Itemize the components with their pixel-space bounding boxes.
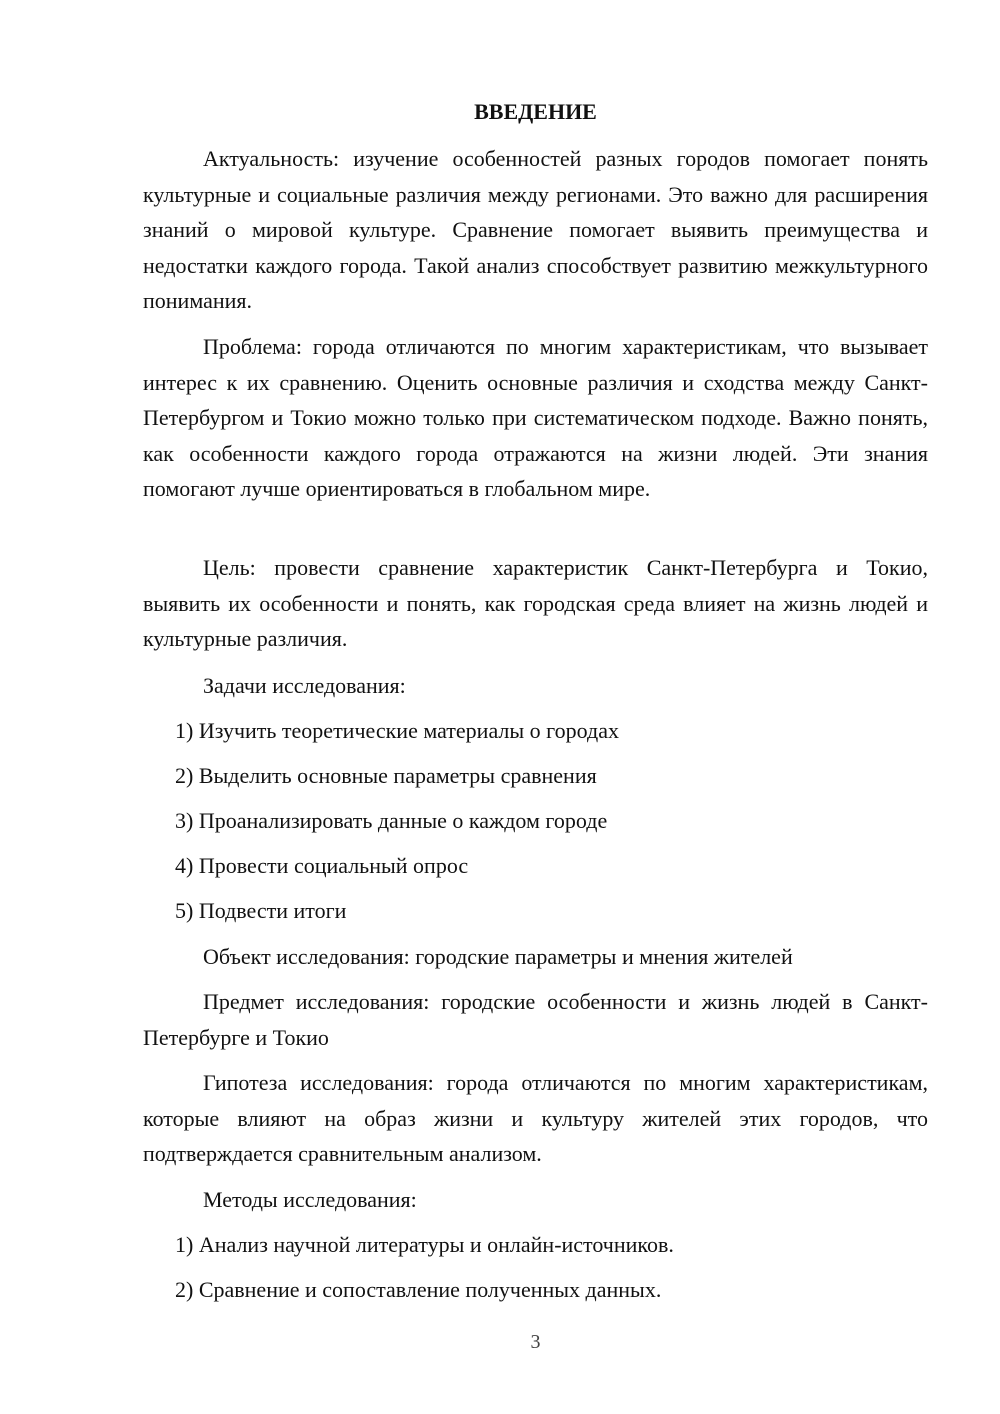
document-page <box>143 0 928 1414</box>
task-item: 5) Подвести итоги <box>175 898 347 923</box>
task-item: 4) Провести социальный опрос <box>175 853 469 878</box>
page-number: 3 <box>530 1331 541 1353</box>
hypothesis-paragraph: Гипотеза исследования: города отличаются по многим характеристикам, которые влияют на образ жизни и культуру жителей этих городов, что подтверждается сравнительным анализом. <box>143 1070 928 1166</box>
method-item: 2) Сравнение и сопоставление полученных данных. <box>175 1277 662 1302</box>
object-line: Объект исследования: городские параметры и мнения жителей <box>203 944 793 969</box>
tasks-heading: Задачи исследования: <box>203 673 406 698</box>
method-item: 1) Анализ научной литературы и онлайн-источников. <box>175 1232 674 1257</box>
task-item: 3) Проанализировать данные о каждом городе <box>175 808 608 833</box>
methods-heading: Методы исследования: <box>203 1187 417 1212</box>
task-item: 1) Изучить теоретические материалы о городах <box>175 718 619 743</box>
page-title: ВВЕДЕНИЕ <box>474 99 597 124</box>
goal-paragraph: Цель: провести сравнение характеристик Санкт-Петербурга и Токио, выявить их особенности и понять, как городская среда влияет на жизнь людей и культурные различия. <box>143 555 928 651</box>
relevance-paragraph: Актуальность: изучение особенностей разных городов помогает понять культурные и социальные различия между регионами. Это важно для расширения знаний о мировой культуре. Сравнение помогает выявить преимущества и недостатки каждого города. Такой анализ способствует развитию межкультурного понимания. <box>143 146 928 313</box>
subject-paragraph: Предмет исследования: городские особенности и жизнь людей в Санкт-Петербурге и Токио <box>143 989 928 1050</box>
task-item: 2) Выделить основные параметры сравнения <box>175 763 597 788</box>
problem-paragraph: Проблема: города отличаются по многим характеристикам, что вызывает интерес к их сравнению. Оценить основные различия и сходства между Санкт-Петербургом и Токио можно только при систематическом подходе. Важно понять, как особенности каждого города отражаются на жизни людей. Эти знания помогают лучше ориентироваться в глобальном мире. <box>143 334 928 501</box>
